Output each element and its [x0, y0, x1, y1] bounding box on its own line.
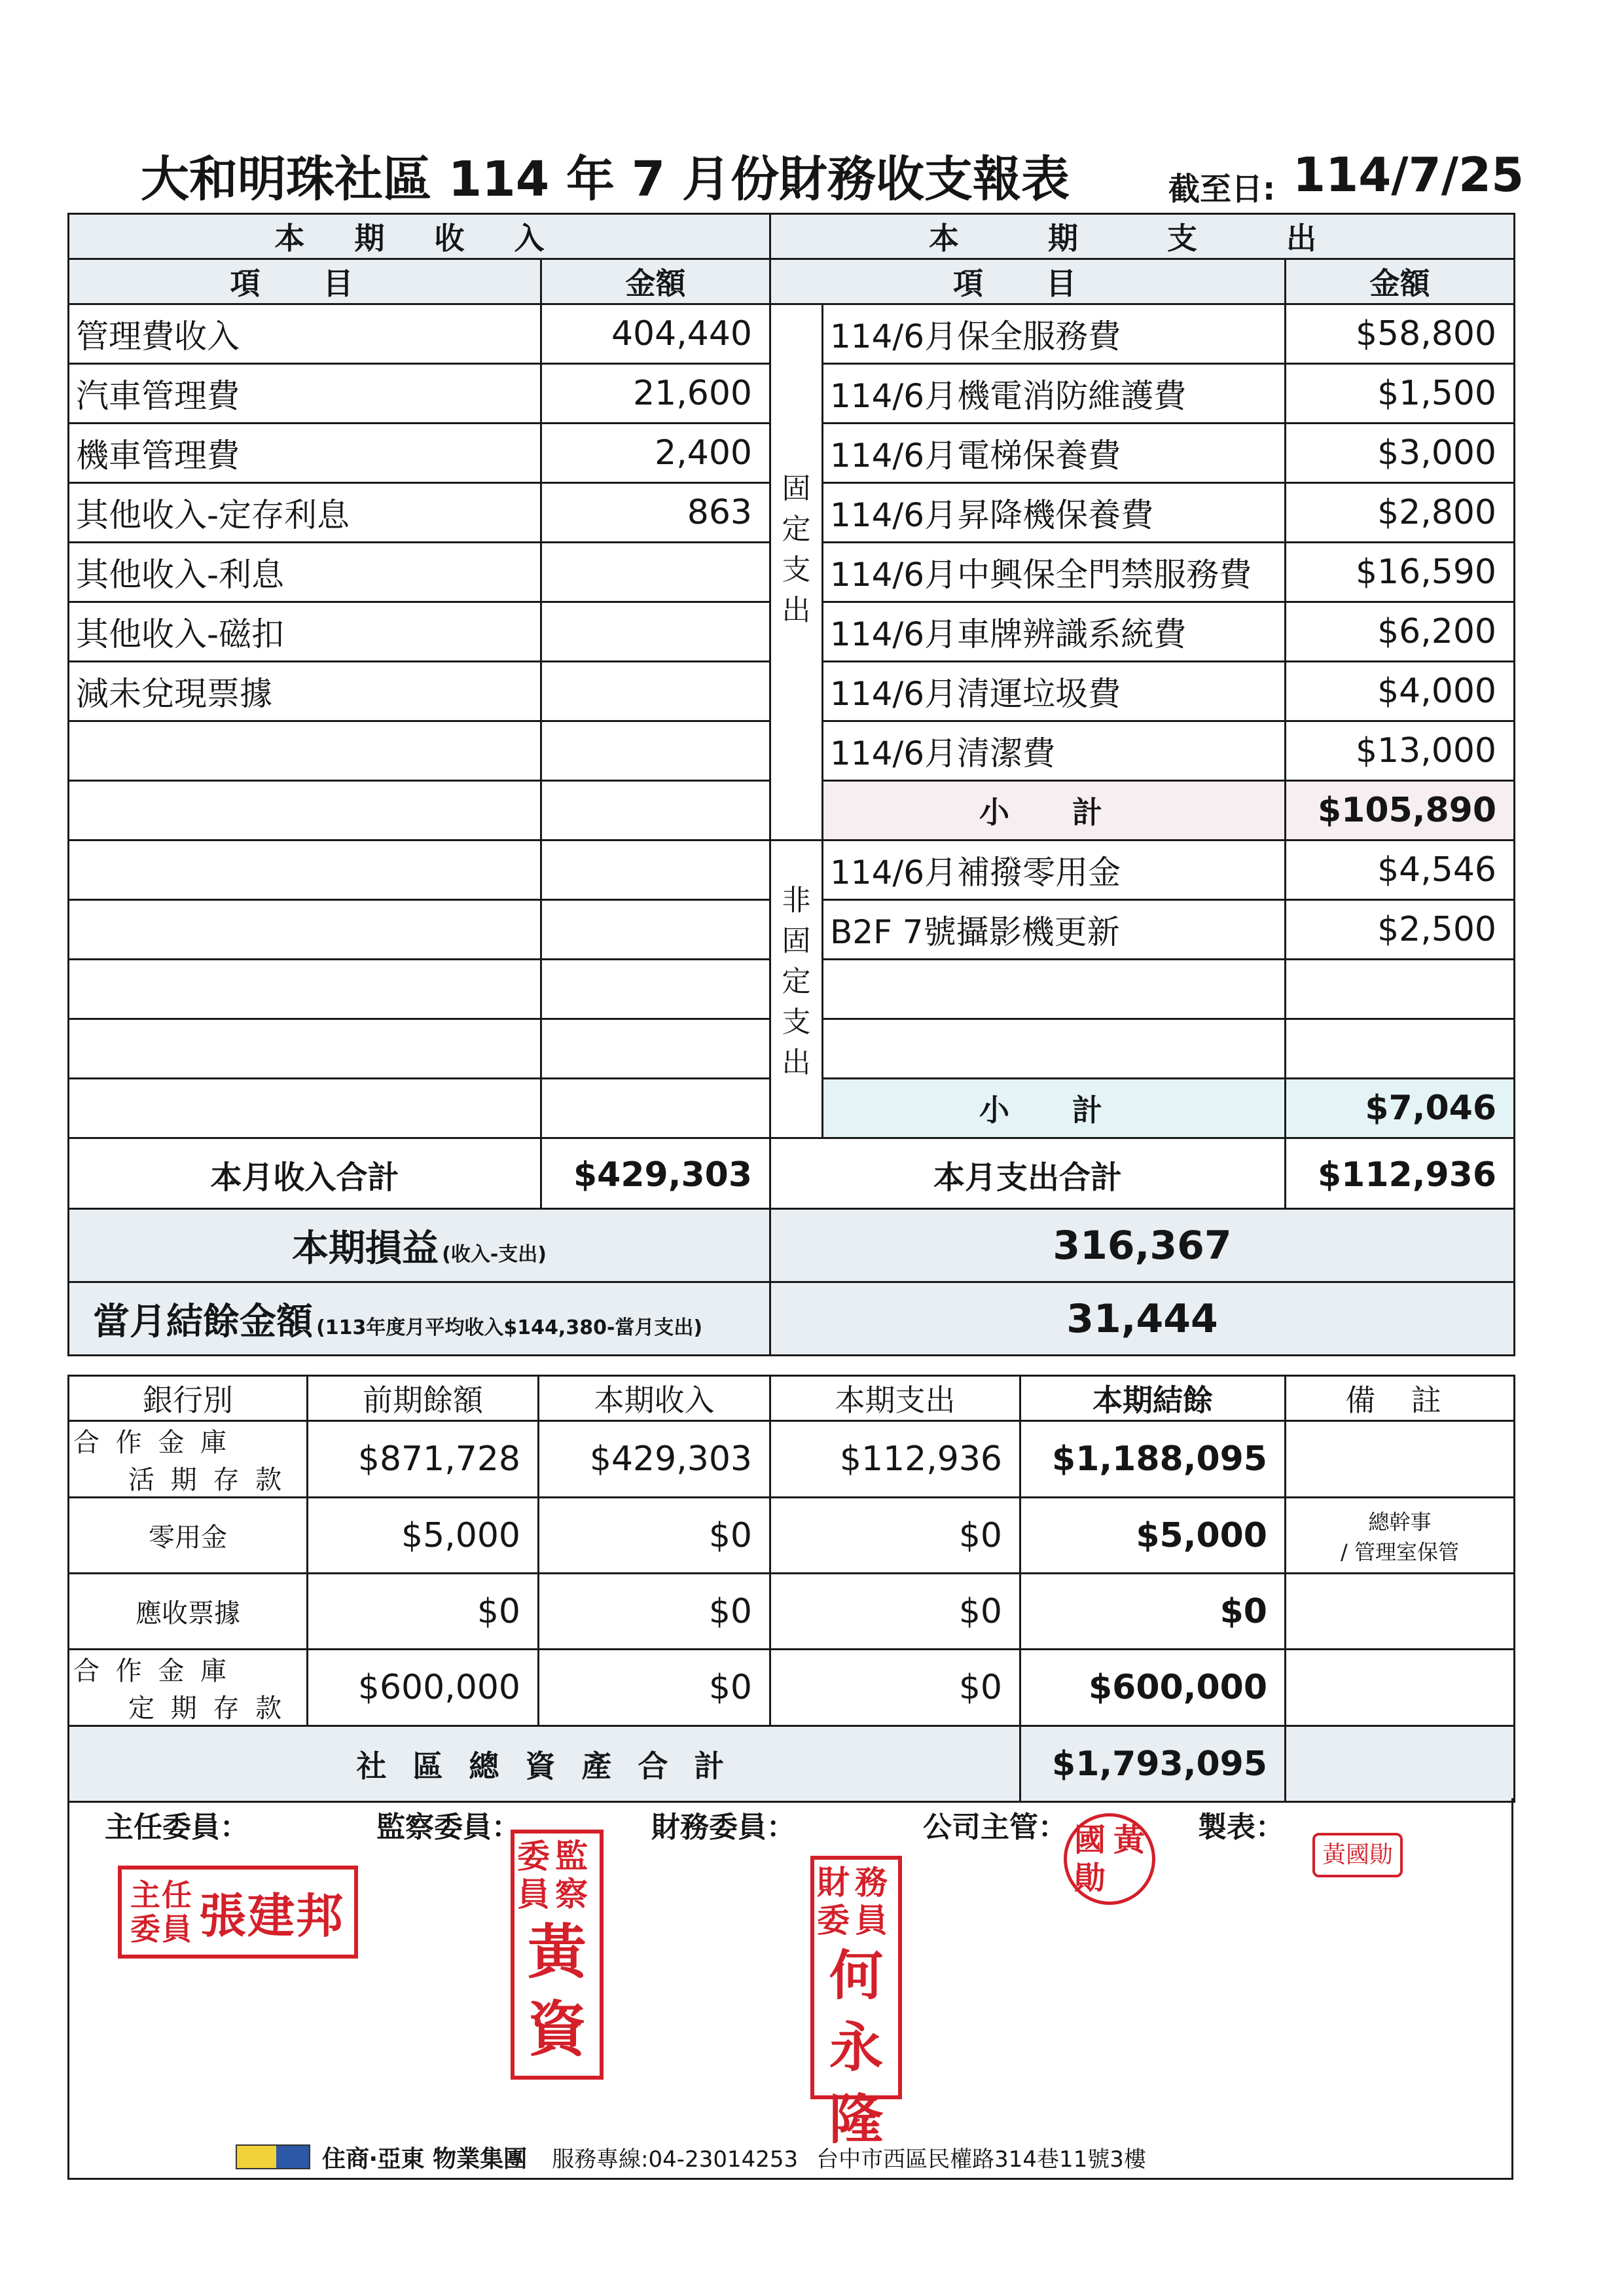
table-row [770, 900, 1515, 960]
table-row [69, 1650, 1515, 1726]
bank-balance: $0 [1020, 1574, 1286, 1650]
bank-name: 合 作 金 庫 活 期 存 款 [69, 1421, 308, 1498]
bank-col-out: 本期支出 [770, 1376, 1020, 1421]
table-row [770, 840, 1515, 900]
income-col-item: 項 目 [69, 259, 541, 304]
table-row [69, 1574, 1515, 1650]
table-row [69, 721, 770, 781]
assets-total-note [1286, 1726, 1515, 1802]
fixed-subtotal-label: 小 計 [823, 781, 1286, 840]
table-row [69, 1421, 1515, 1498]
bank-in: $0 [539, 1574, 770, 1650]
chair-seal: 主 任 委 員 張建邦 [118, 1866, 358, 1959]
table-row [69, 483, 770, 543]
expense-item: 114/6月清潔費 [823, 721, 1286, 781]
bank-in: $0 [539, 1650, 770, 1726]
finance-label: 財務委員： [651, 1811, 795, 1844]
bank-prev: $0 [308, 1574, 539, 1650]
table-row [770, 960, 1515, 1019]
table-row [69, 1079, 770, 1138]
table-row [770, 304, 1515, 364]
income-item: 其他收入-磁扣 [69, 602, 541, 662]
income-amount [541, 602, 770, 662]
expense-table [769, 213, 1515, 1212]
expense-amount: $13,000 [1286, 721, 1515, 781]
table-row [69, 781, 770, 840]
table-row [69, 424, 770, 483]
manager-seal: 國 黃 勛 [1064, 1813, 1155, 1905]
bank-col-prev: 前期餘額 [308, 1376, 539, 1421]
bank-out: $0 [770, 1498, 1020, 1574]
bank-balance: $5,000 [1020, 1498, 1286, 1574]
bank-out: $112,936 [770, 1421, 1020, 1498]
table-row [69, 840, 770, 900]
income-item: 減未兌現票據 [69, 662, 541, 721]
table-row [770, 424, 1515, 483]
expense-col-amount: 金額 [1286, 259, 1515, 304]
fixed-subtotal-amount: $105,890 [1286, 781, 1515, 840]
assets-total-amount: $1,793,095 [1020, 1726, 1286, 1802]
bank-note [1286, 1650, 1515, 1726]
footer-hotline: 服務專線:04-23014253 [552, 2146, 799, 2173]
table-row [69, 1498, 1515, 1574]
table-row [69, 662, 770, 721]
income-amount [541, 662, 770, 721]
bank-balance: $1,188,095 [1020, 1421, 1286, 1498]
income-table [67, 213, 771, 1212]
expense-item: 114/6月中興保全門禁服務費 [823, 543, 1286, 602]
expense-item: 114/6月車牌辨識系統費 [823, 602, 1286, 662]
income-amount: 2,400 [541, 424, 770, 483]
bank-prev: $5,000 [308, 1498, 539, 1574]
expense-item: B2F 7號攝影機更新 [823, 900, 1286, 960]
income-item: 管理費收入 [69, 304, 541, 364]
bank-note: 總幹事 / 管理室保管 [1286, 1498, 1515, 1574]
fixed-expense-label: 固定支出 [770, 304, 823, 840]
table-row [770, 602, 1515, 662]
expense-item: 114/6月機電消防維護費 [823, 364, 1286, 424]
bank-prev: $600,000 [308, 1650, 539, 1726]
income-item: 其他收入-定存利息 [69, 483, 541, 543]
expense-item: 114/6月保全服務費 [823, 304, 1286, 364]
table-row [69, 602, 770, 662]
expense-item: 114/6月補撥零用金 [823, 840, 1286, 900]
table-row [69, 543, 770, 602]
nonfixed-subtotal-label: 小 計 [823, 1079, 1286, 1138]
table-row [69, 304, 770, 364]
expense-amount: $2,500 [1286, 900, 1515, 960]
bank-in: $429,303 [539, 1421, 770, 1498]
expense-amount: $4,546 [1286, 840, 1515, 900]
expense-total-amount: $112,936 [1286, 1138, 1515, 1212]
income-header: 本 期 收 入 [69, 214, 770, 259]
nonfixed-subtotal-amount: $7,046 [1286, 1079, 1515, 1138]
preparer-seal: 黃國勛 [1312, 1833, 1403, 1877]
preparer-label: 製表： [1198, 1811, 1284, 1844]
bank-note [1286, 1574, 1515, 1650]
bank-note [1286, 1421, 1515, 1498]
bank-name: 零用金 [69, 1498, 308, 1574]
income-col-amount: 金額 [541, 259, 770, 304]
summary-table [67, 1208, 1515, 1356]
income-item: 機車管理費 [69, 424, 541, 483]
expense-col-item: 項 目 [770, 259, 1286, 304]
table-row [69, 364, 770, 424]
expense-amount: $4,000 [1286, 662, 1515, 721]
footer [236, 2141, 1146, 2173]
expense-amount: $2,800 [1286, 483, 1515, 543]
table-row [69, 900, 770, 960]
bank-in: $0 [539, 1498, 770, 1574]
bank-col-name: 銀行別 [69, 1376, 308, 1421]
expense-total-label: 本月支出合計 [770, 1138, 1286, 1212]
page-title: 大和明珠社區 114 年 7 月份財務收支報表 [141, 151, 1070, 208]
table-row [69, 960, 770, 1019]
table-row [770, 662, 1515, 721]
assets-total-label: 社 區 總 資 產 合 計 [69, 1726, 1020, 1802]
nonfixed-expense-label: 非固定支出 [770, 840, 823, 1138]
bank-col-note: 備 註 [1286, 1376, 1515, 1421]
expense-amount: $6,200 [1286, 602, 1515, 662]
table-row [770, 483, 1515, 543]
bank-prev: $871,728 [308, 1421, 539, 1498]
bank-name: 合 作 金 庫 定 期 存 款 [69, 1650, 308, 1726]
chair-label: 主任委員： [105, 1811, 249, 1844]
bank-out: $0 [770, 1650, 1020, 1726]
expense-amount: $58,800 [1286, 304, 1515, 364]
expense-item: 114/6月昇降機保養費 [823, 483, 1286, 543]
income-amount [541, 543, 770, 602]
income-amount: 21,600 [541, 364, 770, 424]
income-amount: 863 [541, 483, 770, 543]
table-row [770, 1019, 1515, 1079]
finance-seal: 財 務 委 員 何 永 隆 [810, 1856, 902, 2099]
table-row [770, 364, 1515, 424]
brand-logo-icon [236, 2144, 310, 2169]
balance-amount: 31,444 [770, 1282, 1515, 1356]
expense-item: 114/6月清運垃圾費 [823, 662, 1286, 721]
expense-item: 114/6月電梯保養費 [823, 424, 1286, 483]
profit-amount: 316,367 [770, 1209, 1515, 1282]
asof-date: 114/7/25 [1293, 147, 1525, 202]
asof-label: 截至日: [1168, 171, 1276, 208]
bank-table [67, 1375, 1515, 1803]
income-item: 汽車管理費 [69, 364, 541, 424]
bank-out: $0 [770, 1574, 1020, 1650]
supervisor-seal: 委 監 員 察 黃 資 [511, 1830, 604, 2080]
manager-label: 公司主管： [923, 1811, 1067, 1844]
supervisor-label: 監察委員： [376, 1811, 520, 1844]
table-row [69, 1019, 770, 1079]
profit-label: 本期損益 (收入-支出) [69, 1209, 770, 1282]
table-row [770, 543, 1515, 602]
bank-col-in: 本期收入 [539, 1376, 770, 1421]
signature-box [67, 1798, 1513, 2180]
table-row [770, 721, 1515, 781]
expense-header: 本 期 支 出 [770, 214, 1515, 259]
footer-brand: 住商‧亞東 物業集團 [322, 2145, 528, 2173]
expense-amount: $1,500 [1286, 364, 1515, 424]
income-total-label: 本月收入合計 [69, 1138, 541, 1212]
bank-balance: $600,000 [1020, 1650, 1286, 1726]
footer-address: 台中市西區民權路314巷11號3樓 [816, 2146, 1146, 2173]
balance-label: 當月結餘金額 (113年度月平均收入$144,380-當月支出) [69, 1282, 770, 1356]
expense-amount: $16,590 [1286, 543, 1515, 602]
income-item: 其他收入-利息 [69, 543, 541, 602]
income-total-amount: $429,303 [541, 1138, 770, 1212]
bank-col-balance: 本期結餘 [1020, 1376, 1286, 1421]
expense-amount: $3,000 [1286, 424, 1515, 483]
bank-name: 應收票據 [69, 1574, 308, 1650]
income-amount: 404,440 [541, 304, 770, 364]
